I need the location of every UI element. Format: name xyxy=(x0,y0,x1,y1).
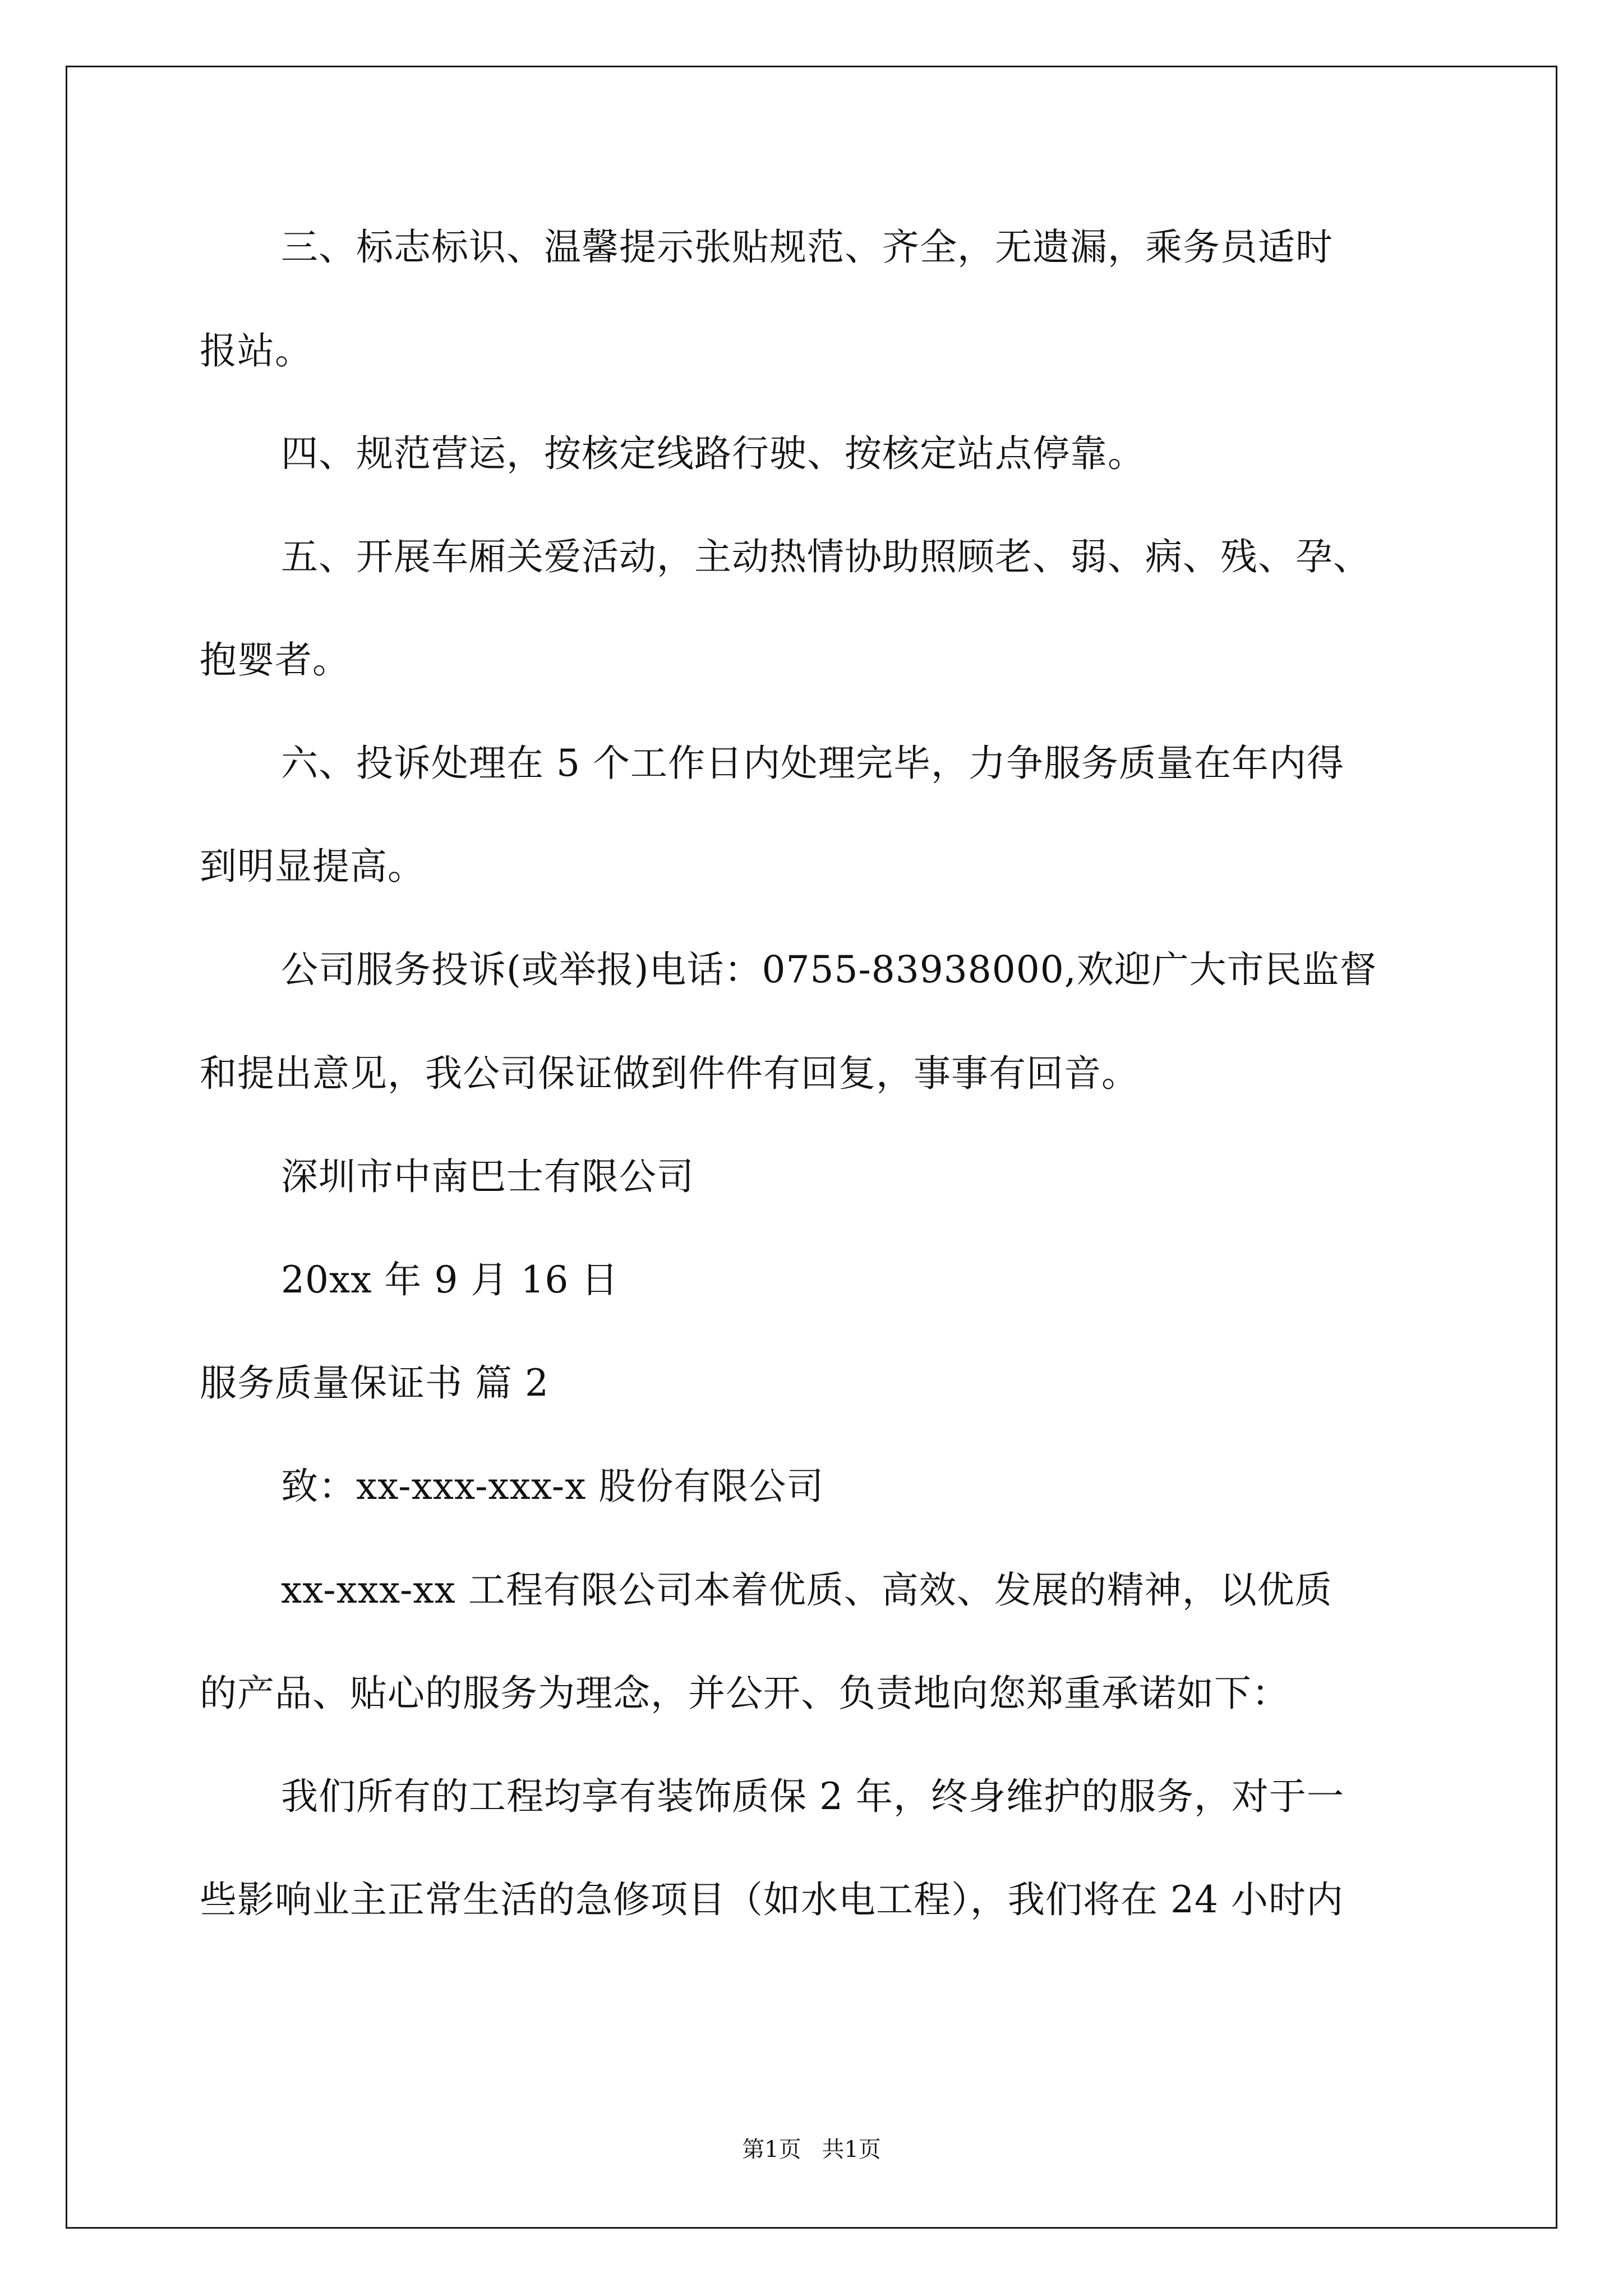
paragraph-line: 五、开展车厢关爱活动，主动热情协助照顾老、弱、病、残、孕、 xyxy=(281,535,1371,578)
section-heading: 服务质量保证书 篇 2 xyxy=(200,1361,549,1405)
paragraph-line: 我们所有的工程均享有装饰质保 2 年，终身维护的服务，对于一 xyxy=(281,1775,1344,1818)
page-total: 共1页 xyxy=(822,2137,881,2162)
addressee-line: 致：xx-xxx-xxx-x 股份有限公司 xyxy=(281,1465,824,1508)
paragraph-line: 三、标志标识、温馨提示张贴规范、齐全，无遗漏，乘务员适时 xyxy=(281,226,1333,269)
page-footer xyxy=(0,2132,1623,2164)
paragraph-line: 到明显提高。 xyxy=(200,845,425,888)
signature-date: 20xx 年 9 月 16 日 xyxy=(281,1258,619,1301)
paragraph-line: 公司服务投诉(或举报)电话：0755-83938000,欢迎广大市民监督 xyxy=(281,948,1377,991)
paragraph-line: 些影响业主正常生活的急修项目（如水电工程），我们将在 24 小时内 xyxy=(200,1878,1344,1921)
page-number: 第1页 xyxy=(742,2137,801,2162)
paragraph-line: 的产品、贴心的服务为理念，并公开、负责地向您郑重承诺如下： xyxy=(200,1672,1289,1715)
paragraph-line: 四、规范营运，按核定线路行驶、按核定站点停靠。 xyxy=(281,432,1145,475)
paragraph-line: 报站。 xyxy=(200,329,312,372)
paragraph-line: 抱婴者。 xyxy=(200,638,350,682)
signature-company: 深圳市中南巴士有限公司 xyxy=(281,1155,694,1198)
paragraph-line: 和提出意见，我公司保证做到件件有回复，事事有回音。 xyxy=(200,1052,1139,1095)
paragraph-line: xx-xxx-xx 工程有限公司本着优质、高效、发展的精神，以优质 xyxy=(281,1568,1332,1612)
paragraph-line: 六、投诉处理在 5 个工作日内处理完毕，力争服务质量在年内得 xyxy=(281,742,1344,785)
